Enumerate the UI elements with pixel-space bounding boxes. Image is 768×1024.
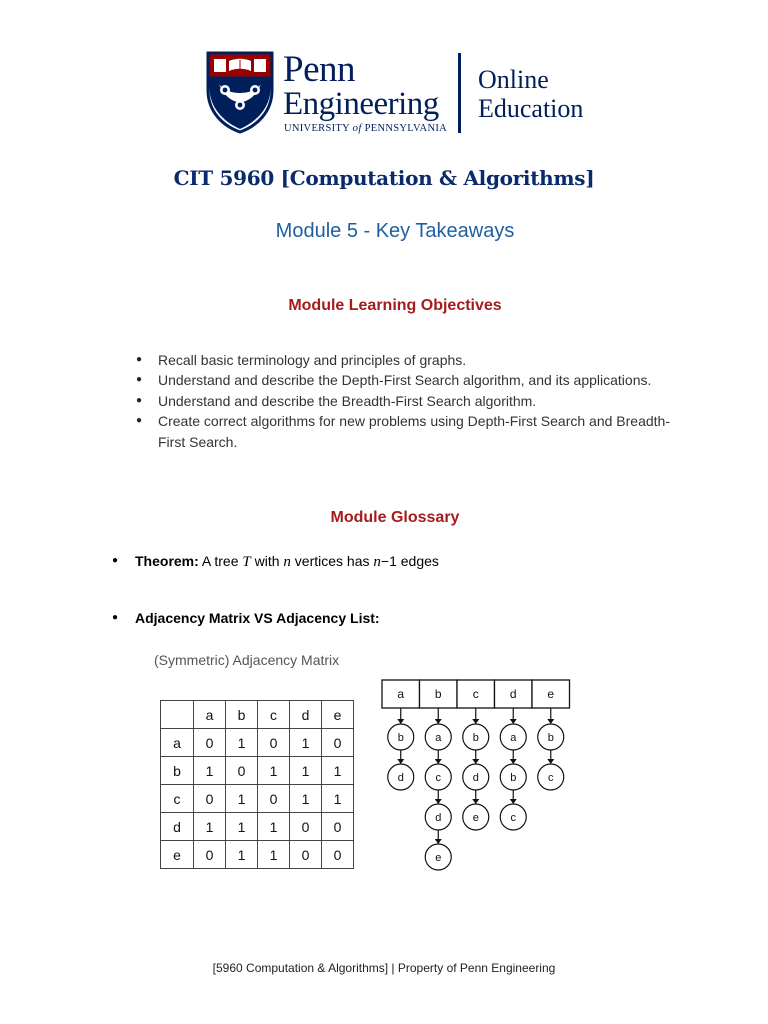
arrow-head-icon (510, 799, 517, 804)
university-word: UNIVERSITY (284, 123, 350, 134)
adjacency-matrix (160, 700, 354, 869)
matrix-cell: e (322, 701, 354, 729)
matrix-cell: 0 (194, 841, 226, 869)
adjacency-list-diagram (378, 678, 578, 888)
matrix-cell: 1 (290, 729, 322, 757)
list-node-label: e (472, 812, 479, 824)
list-node-label: c (548, 772, 554, 784)
arrow-head-icon (435, 799, 442, 804)
matrix-header-row (161, 701, 354, 729)
matrix-cell: d (161, 813, 194, 841)
list-node-label: d (397, 772, 404, 784)
matrix-cell (161, 701, 194, 729)
objective-item: ● Recall basic terminology and principles of graphs. (136, 350, 696, 370)
theorem-part: vertices has (290, 553, 374, 569)
matrix-cell: 0 (290, 841, 322, 869)
online-education-label (478, 65, 583, 123)
brand-penn: Penn (283, 49, 355, 90)
objectives-heading: Module Learning Objectives (288, 297, 502, 314)
matrix-row (161, 841, 354, 869)
matrix-cell: 0 (258, 729, 290, 757)
objectives-list (136, 350, 696, 452)
matrix-row (161, 813, 354, 841)
matrix-cell: b (161, 757, 194, 785)
university-of: of (352, 122, 362, 134)
penn-shield-icon (205, 50, 275, 134)
arrow-head-icon (472, 799, 479, 804)
list-node-label: c (435, 772, 441, 784)
list-node-label: b (472, 732, 479, 744)
matrix-cell: 1 (290, 785, 322, 813)
logo-divider (458, 53, 461, 133)
education-label: Education (478, 94, 584, 123)
page-footer: [5960 Computation & Algorithms] | Property of Penn Engineering (212, 961, 556, 975)
theorem-text (135, 552, 439, 571)
arrow-head-icon (397, 759, 404, 764)
matrix-cell: 1 (258, 757, 290, 785)
matrix-cell: c (161, 785, 194, 813)
objective-item: ● Create correct algorithms for new problems using Depth-First Search and Breadth-First Search. (136, 411, 696, 452)
matrix-caption: (Symmetric) Adjacency Matrix (154, 652, 340, 668)
arrow-head-icon (547, 759, 554, 764)
theorem-var-n: n (283, 554, 291, 570)
bullet-icon: ● (112, 612, 119, 623)
matrix-cell: b (226, 701, 258, 729)
university-state: PENNSYLVANIA (364, 123, 448, 134)
matrix-cell: 1 (226, 785, 258, 813)
matrix-row (161, 785, 354, 813)
arrow-head-icon (510, 719, 517, 724)
matrix-cell: 0 (290, 813, 322, 841)
matrix-row (161, 729, 354, 757)
matrix-cell: 1 (258, 813, 290, 841)
matrix-cell: 1 (194, 757, 226, 785)
university-name (284, 122, 447, 134)
vertex-label: d (509, 687, 517, 701)
arrow-head-icon (472, 719, 479, 724)
matrix-cell: 1 (226, 813, 258, 841)
matrix-cell: 1 (258, 841, 290, 869)
matrix-cell: 0 (226, 757, 258, 785)
matrix-cell: 1 (290, 757, 322, 785)
matrix-row (161, 757, 354, 785)
arrow-head-icon (435, 839, 442, 844)
module-title: Module 5 - Key Takeaways (275, 220, 515, 242)
matrix-cell: 1 (226, 729, 258, 757)
vertex-label: b (434, 687, 442, 701)
vertex-label: e (547, 687, 555, 701)
bullet-icon: ● (112, 555, 119, 566)
arrow-head-icon (435, 759, 442, 764)
list-node-label: a (510, 732, 517, 744)
matrix-cell: 1 (322, 757, 354, 785)
list-node-label: e (435, 852, 442, 864)
list-node-label: d (435, 812, 442, 824)
theorem-part: −1 edges (380, 553, 439, 569)
arrow-head-icon (397, 719, 404, 724)
glossary-heading: Module Glossary (330, 509, 460, 526)
matrix-cell: 1 (322, 785, 354, 813)
list-node-label: a (435, 732, 442, 744)
objective-item: ● Understand and describe the Breadth-First Search algorithm. (136, 391, 696, 411)
matrix-cell: 0 (194, 785, 226, 813)
list-node-label: c (510, 812, 516, 824)
objective-item: ● Understand and describe the Depth-First Search algorithm, and its applications. (136, 370, 696, 390)
online-label: Online (478, 65, 549, 94)
theorem-part: with (250, 553, 284, 569)
theorem-label: Theorem: (135, 553, 199, 569)
matrix-cell: 1 (226, 841, 258, 869)
vertex-label: c (472, 687, 479, 701)
matrix-cell: c (258, 701, 290, 729)
list-node-label: b (397, 732, 404, 744)
course-title: CIT 5960 [Computation & Algorithms] (173, 166, 595, 190)
matrix-cell: 0 (258, 785, 290, 813)
matrix-cell: 0 (194, 729, 226, 757)
adjacency-label: Adjacency Matrix VS Adjacency List: (135, 610, 380, 626)
list-node-label: b (510, 772, 517, 784)
vertex-label: a (397, 687, 405, 701)
matrix-cell: a (194, 701, 226, 729)
arrow-head-icon (510, 759, 517, 764)
matrix-cell: 0 (322, 813, 354, 841)
theorem-var-t: T (242, 554, 251, 570)
theorem-part: A tree (198, 553, 243, 569)
matrix-cell: 1 (194, 813, 226, 841)
matrix-cell: e (161, 841, 194, 869)
matrix-cell: 0 (322, 729, 354, 757)
penn-engineering-logo (205, 50, 595, 140)
arrow-head-icon (547, 719, 554, 724)
brand-engineering: Engineering (283, 86, 439, 122)
list-node-label: d (472, 772, 479, 784)
list-node-label: b (547, 732, 554, 744)
matrix-cell: a (161, 729, 194, 757)
arrow-head-icon (472, 759, 479, 764)
arrow-head-icon (435, 719, 442, 724)
theorem-var-n: n (373, 554, 381, 570)
matrix-cell: d (290, 701, 322, 729)
matrix-cell: 0 (322, 841, 354, 869)
